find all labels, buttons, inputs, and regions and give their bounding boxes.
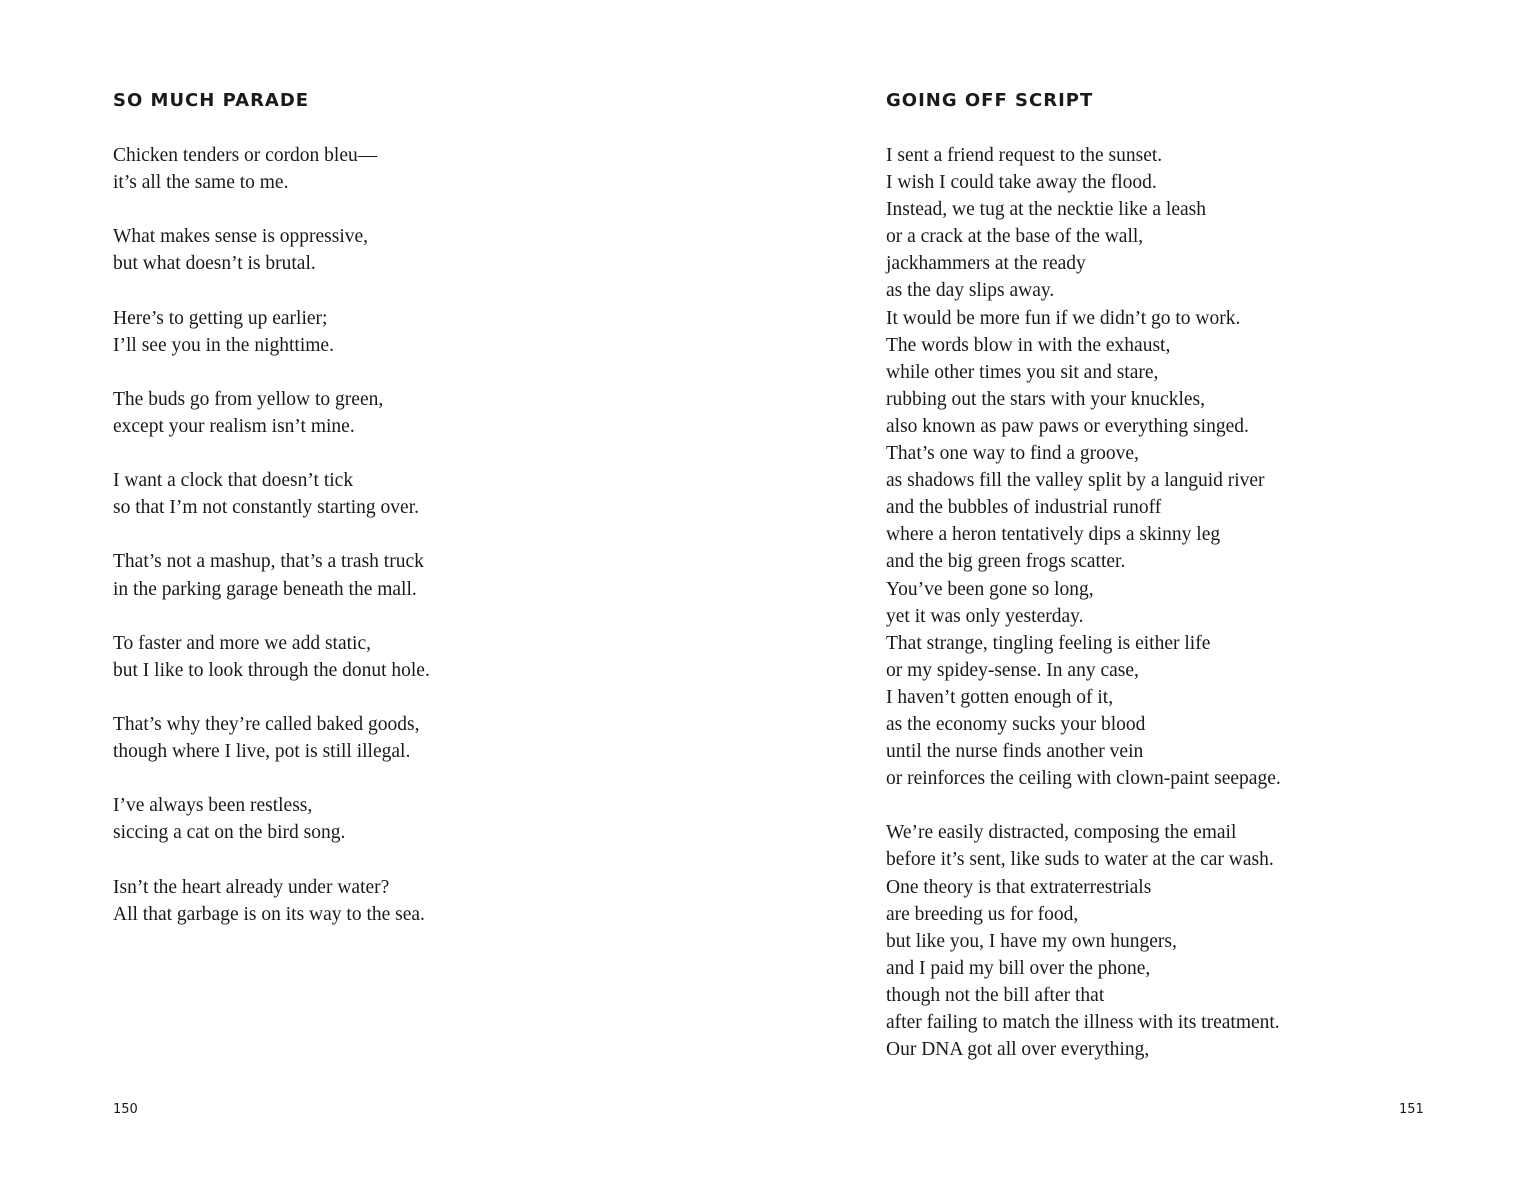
poem-line: but what doesn’t is brutal.	[113, 253, 316, 275]
poem-line: You’ve been gone so long,	[886, 578, 1094, 600]
stanza	[113, 223, 430, 277]
stanza	[886, 142, 1281, 792]
poem-line: It would be more fun if we didn’t go to work.	[886, 307, 1241, 329]
poem-line: I sent a friend request to the sunset.	[886, 145, 1163, 166]
poem-line: siccing a cat on the bird song.	[113, 822, 346, 844]
poem-body	[113, 142, 430, 955]
poem-line: or my spidey-sense. In any case,	[886, 659, 1139, 681]
page-number: 151	[1399, 1102, 1424, 1117]
poem-line: in the parking garage beneath the mall.	[113, 578, 417, 600]
poem-line: rubbing out the stars with your knuckles,	[886, 388, 1205, 410]
poem-line: What makes sense is oppressive,	[113, 226, 369, 248]
poem-line: while other times you sit and stare,	[886, 361, 1159, 383]
left-page	[113, 0, 753, 1193]
poem-line: One theory is that extraterrestrials	[886, 876, 1152, 898]
right-page	[886, 0, 1446, 1193]
poem-line: before it’s sent, like suds to water at the car wash.	[886, 849, 1274, 871]
poem-line: but like you, I have my own hungers,	[886, 930, 1177, 952]
poem-line: or reinforces the ceiling with clown-paint seepage.	[886, 768, 1281, 790]
poem-line: Instead, we tug at the necktie like a leash	[886, 199, 1206, 221]
poem-line: Chicken tenders or cordon bleu—	[113, 145, 378, 166]
poem-line: Isn’t the heart already under water?	[113, 876, 390, 898]
stanza	[113, 711, 430, 765]
stanza	[113, 386, 430, 440]
poem-line: I haven’t gotten enough of it,	[886, 686, 1114, 708]
poem-line: That’s one way to find a groove,	[886, 443, 1139, 465]
poem-line: though not the bill after that	[886, 984, 1105, 1006]
stanza	[113, 792, 430, 846]
poem-line: where a heron tentatively dips a skinny leg	[886, 524, 1221, 546]
poem-line: jackhammers at the ready	[886, 253, 1086, 275]
poem-line: The buds go from yellow to green,	[113, 388, 384, 410]
poem-line: I wish I could take away the flood.	[886, 172, 1157, 194]
poem-title: GOING OFF SCRIPT	[886, 90, 1094, 111]
poem-line: as the economy sucks your blood	[886, 713, 1146, 735]
poem-line: though where I live, pot is still illegal.	[113, 741, 411, 763]
stanza	[113, 467, 430, 521]
poem-line: it’s all the same to me.	[113, 172, 289, 194]
poem-line: That’s why they’re called baked goods,	[113, 713, 420, 735]
stanza	[113, 874, 430, 928]
poem-line: That’s not a mashup, that’s a trash truck	[113, 551, 424, 573]
poem-title: SO MUCH PARADE	[113, 90, 310, 111]
stanza	[113, 548, 430, 602]
poem-line: and I paid my bill over the phone,	[886, 957, 1151, 979]
poem-line: I’ll see you in the nighttime.	[113, 334, 334, 356]
stanza	[113, 305, 430, 359]
poem-line: yet it was only yesterday.	[886, 605, 1084, 627]
poem-line: and the bubbles of industrial runoff	[886, 497, 1162, 519]
poem-line: Here’s to getting up earlier;	[113, 307, 328, 329]
poem-line: as the day slips away.	[886, 280, 1055, 302]
poem-body	[886, 142, 1281, 1090]
poem-line: To faster and more we add static,	[113, 632, 371, 654]
stanza	[113, 630, 430, 684]
poem-line: except your realism isn’t mine.	[113, 415, 355, 437]
poem-line: The words blow in with the exhaust,	[886, 334, 1171, 356]
poem-line: Our DNA got all over everything,	[886, 1039, 1150, 1061]
poem-line: That strange, tingling feeling is either life	[886, 632, 1211, 654]
poem-line: also known as paw paws or everything singed.	[886, 415, 1249, 437]
poem-line: so that I’m not constantly starting over.	[113, 497, 419, 519]
poem-line: until the nurse finds another vein	[886, 741, 1144, 763]
stanza	[886, 819, 1281, 1063]
poem-line: are breeding us for food,	[886, 903, 1079, 925]
poem-line: but I like to look through the donut hole.	[113, 659, 430, 681]
poem-line: We’re easily distracted, composing the email	[886, 822, 1237, 844]
poem-line: I want a clock that doesn’t tick	[113, 470, 354, 492]
stanza	[113, 142, 430, 196]
poem-line: after failing to match the illness with its treatment.	[886, 1012, 1280, 1033]
poem-line: as shadows fill the valley split by a languid river	[886, 470, 1265, 492]
page-number: 150	[113, 1102, 138, 1117]
poem-line: All that garbage is on its way to the sea.	[113, 903, 425, 925]
poem-line: and the big green frogs scatter.	[886, 551, 1126, 573]
poem-line: I’ve always been restless,	[113, 795, 313, 817]
poem-line: or a crack at the base of the wall,	[886, 226, 1144, 248]
